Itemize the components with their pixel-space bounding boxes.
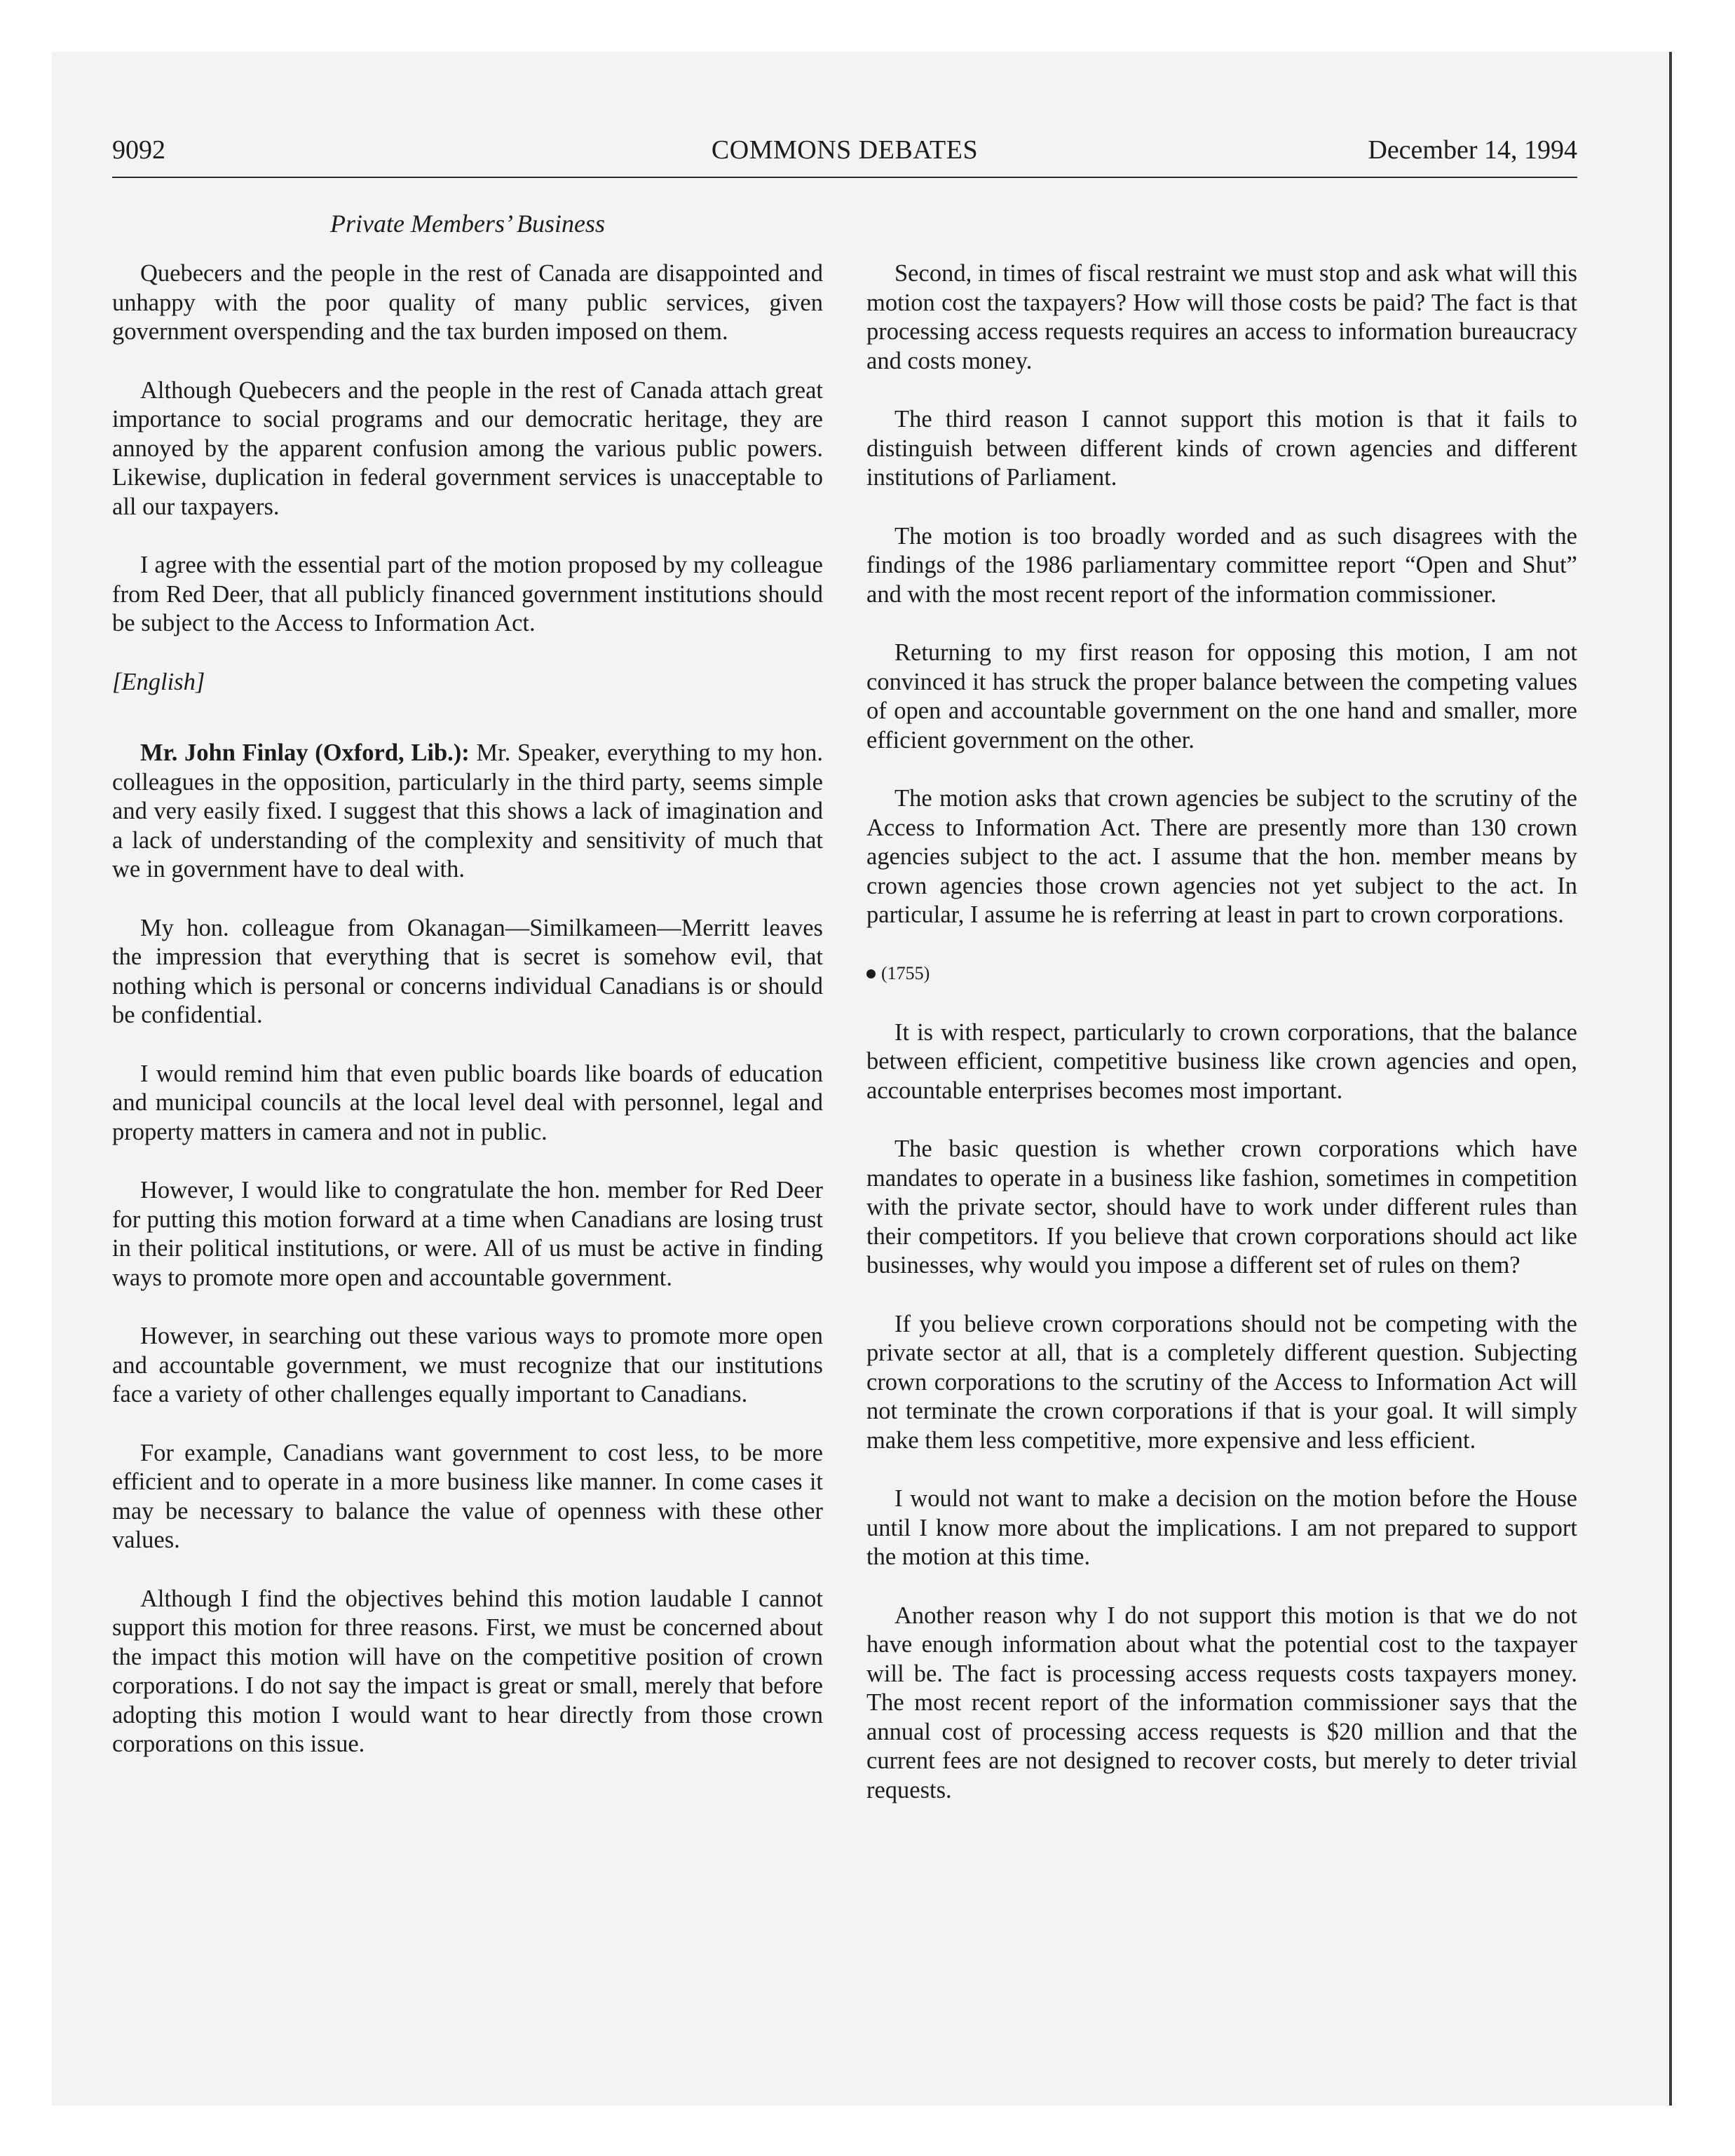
page-number: 9092 [112,135,165,165]
page-edge-rule [1669,52,1672,2106]
bullet-icon [866,969,876,978]
paragraph: I agree with the essential part of the motion proposed by my colleague from Red Deer, that all publicly financed government institutions should be subject to the Access to Information Act. [112,552,823,636]
speaker-name: Mr. John Finlay (Oxford, Lib.): [140,739,470,766]
page-date: December 14, 1994 [1368,135,1577,165]
left-column [112,259,823,1789]
paragraph: Returning to my first reason for opposing this motion, I am not convinced it has struck the proper balance between the competing values of open and accountable government on the one hand and smaller, more efficient government on the other. [866,639,1577,753]
paragraph: I would remind him that even public boards like boards of education and municipal councils at the local level deal with personnel, legal and property matters in camera and not in public. [112,1060,823,1145]
paragraph: Although Quebecers and the people in the rest of Canada attach great importance to social programs and our democratic heritage, they are annoyed by the apparent confusion among the various public powers. Likewise, duplication in federal government services is unacceptable to all our taxpayers. [112,376,823,520]
paragraph: However, I would like to congratulate the hon. member for Red Deer for putting this motion forward at a time when Canadians are losing trust in their political institutions, or were. All of us must be active in finding ways to promote more open and accountable government. [112,1177,823,1291]
paragraph: I would not want to make a decision on the motion before the House until I know more about the implications. I am not prepared to support the motion at this time. [866,1485,1577,1570]
paragraph: My hon. colleague from Okanagan—Similkameen—Merritt leaves the impression that everything that is secret is somehow evil, that nothing which is personal or concerns individual Canadians is or should be confidential. [112,914,823,1028]
language-tag: [English] [112,668,205,695]
section-title: Private Members’ Business [330,210,605,238]
paragraph: The third reason I cannot support this motion is that it fails to distinguish between different kinds of crown agencies and different institutions of Parliament. [866,406,1577,491]
page-header [112,135,1577,177]
paragraph: The motion asks that crown agencies be subject to the scrutiny of the Access to Information Act. There are presently more than 130 crown agencies subject to the act. I assume that the hon. member means by crown agencies those crown agencies not yet subject to the act. In particular, I assume he is referring at least in part to crown corporations. [866,785,1577,928]
journal-title: COMMONS DEBATES [711,135,979,165]
paragraph: Quebecers and the people in the rest of Canada are disappointed and unhappy with the poor quality of many public services, given government overspending and the tax burden imposed on them. [112,260,823,345]
right-column [866,259,1577,1834]
paragraph: Second, in times of fiscal restraint we must stop and ask what will this motion cost the taxpayers? How will those costs be paid? The fact is that processing access requests requires an access to information bureaucracy and costs money. [866,260,1577,374]
paragraph: Another reason why I do not support this motion is that we do not have enough information about what the potential cost to the taxpayer will be. The fact is processing access requests costs taxpayers money. The most recent report of the information commissioner says that the annual cost of processing access requests is $20 million and that the current fees are not designed to recover costs, but merely to deter trivial requests. [866,1602,1577,1803]
paragraph: Although I find the objectives behind this motion laudable I cannot support this motion for three reasons. First, we must be concerned about the impact this motion will have on the competitive position of crown corporations. I do not say the impact is great or small, merely that before adopting this motion I would want to hear directly from those crown corporations on this issue. [112,1585,823,1757]
time-marker-text: (1755) [881,962,930,983]
time-marker [866,960,1577,988]
paragraph: It is with respect, particularly to crown corporations, that the balance between efficient, competitive business like crown agencies and open, accountable enterprises becomes most important. [866,1018,1577,1104]
paragraph: If you believe crown corporations should not be competing with the private sector at all, that is a completely different question. Subjecting crown corporations to the scrutiny of the Access to Information Act will not terminate the crown corporations if that is your goal. It will simply make them less competitive, more expensive and less efficient. [866,1310,1577,1454]
speech-text: Mr. Speaker, everything to my hon. colleagues in the opposition, particularly in the third party, seems simple and very easily fixed. I suggest that this shows a lack of imagination and a lack of understanding of the complexity and sensitivity of much that we in government have to deal with. [112,739,824,882]
paragraph: For example, Canadians want government to cost less, to be more efficient and to operate in a more business like manner. In come cases it may be necessary to balance the value of openness with these other values. [112,1439,823,1553]
paragraph: The basic question is whether crown corporations which have mandates to operate in a business like fashion, sometimes in competition with the private sector, should have to work under different rules than their competitors. If you believe that crown corporations should act like businesses, why would you impose a different set of rules on them? [866,1135,1577,1278]
header-rule [112,177,1577,178]
paragraph: However, in searching out these various ways to promote more open and accountable government, we must recognize that our institutions face a variety of other challenges equally important to Canadians. [112,1323,823,1407]
speech-paragraph [112,739,823,885]
paragraph: The motion is too broadly worded and as such disagrees with the findings of the 1986 parliamentary committee report “Open and Shut” and with the most recent report of the information commissioner. [866,522,1577,608]
